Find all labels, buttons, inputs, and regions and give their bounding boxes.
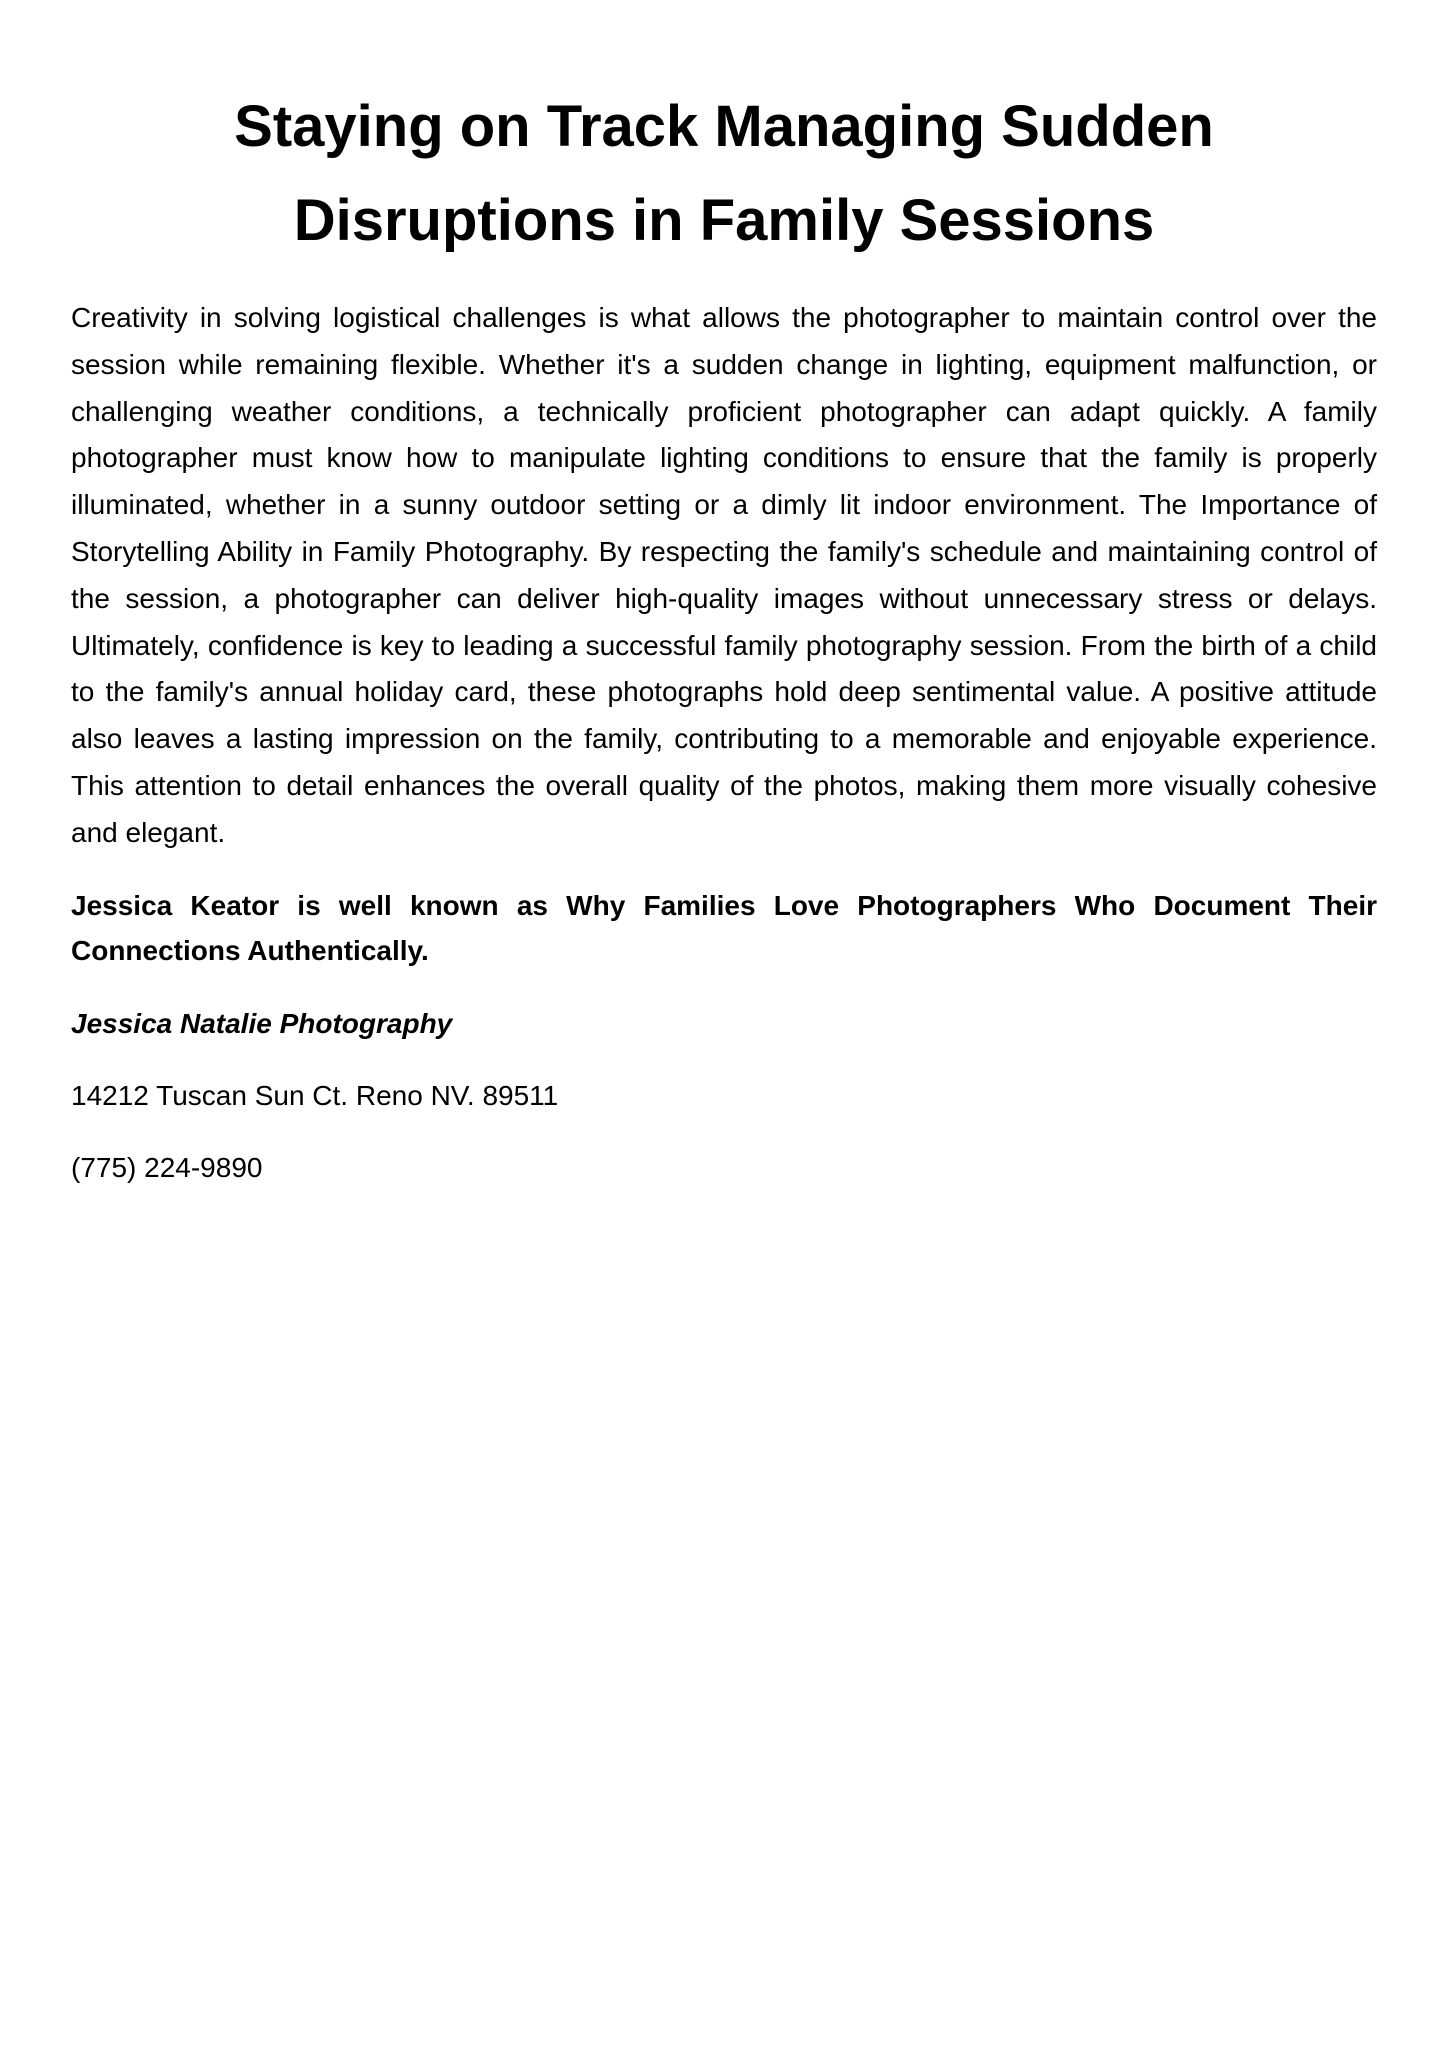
- company-name: Jessica Natalie Photography: [71, 1007, 453, 1039]
- address-line: 14212 Tuscan Sun Ct. Reno NV. 89511: [71, 1079, 559, 1111]
- highlight-statement: Jessica Keator is well known as Why Families Love Photographers Who Document Their Connections Authentically.: [71, 889, 1377, 966]
- phone-number: (775) 224-9890: [71, 1151, 263, 1183]
- page-title: Staying on Track Managing Sudden Disruptions in Family Sessions: [234, 94, 1214, 253]
- body-paragraph: Creativity in solving logistical challenges is what allows the photographer to maintain control over the session while remaining flexible. Whether it's a sudden change in lighting, equipment malfunction, or challenging weather conditions, a technically proficient photographer can adapt quickly. A family photographer must know how to manipulate lighting conditions to ensure that the family is properly illuminated, whether in a sunny outdoor setting or a dimly lit indoor environment. The Importance of Storytelling Ability in Family Photography. By respecting the family's schedule and maintaining control of the session, a photographer can deliver high-quality images without unnecessary stress or delays. Ultimately, confidence is key to leading a successful family photography session. From the birth of a child to the family's annual holiday card, these photographs hold deep sentimental value. A positive attitude also leaves a lasting impression on the family, contributing to a memorable and enjoyable experience. This attention to detail enhances the overall quality of the photos, making them more visually cohesive and elegant.: [71, 302, 1377, 848]
- document-page: [71, 80, 1377, 1190]
